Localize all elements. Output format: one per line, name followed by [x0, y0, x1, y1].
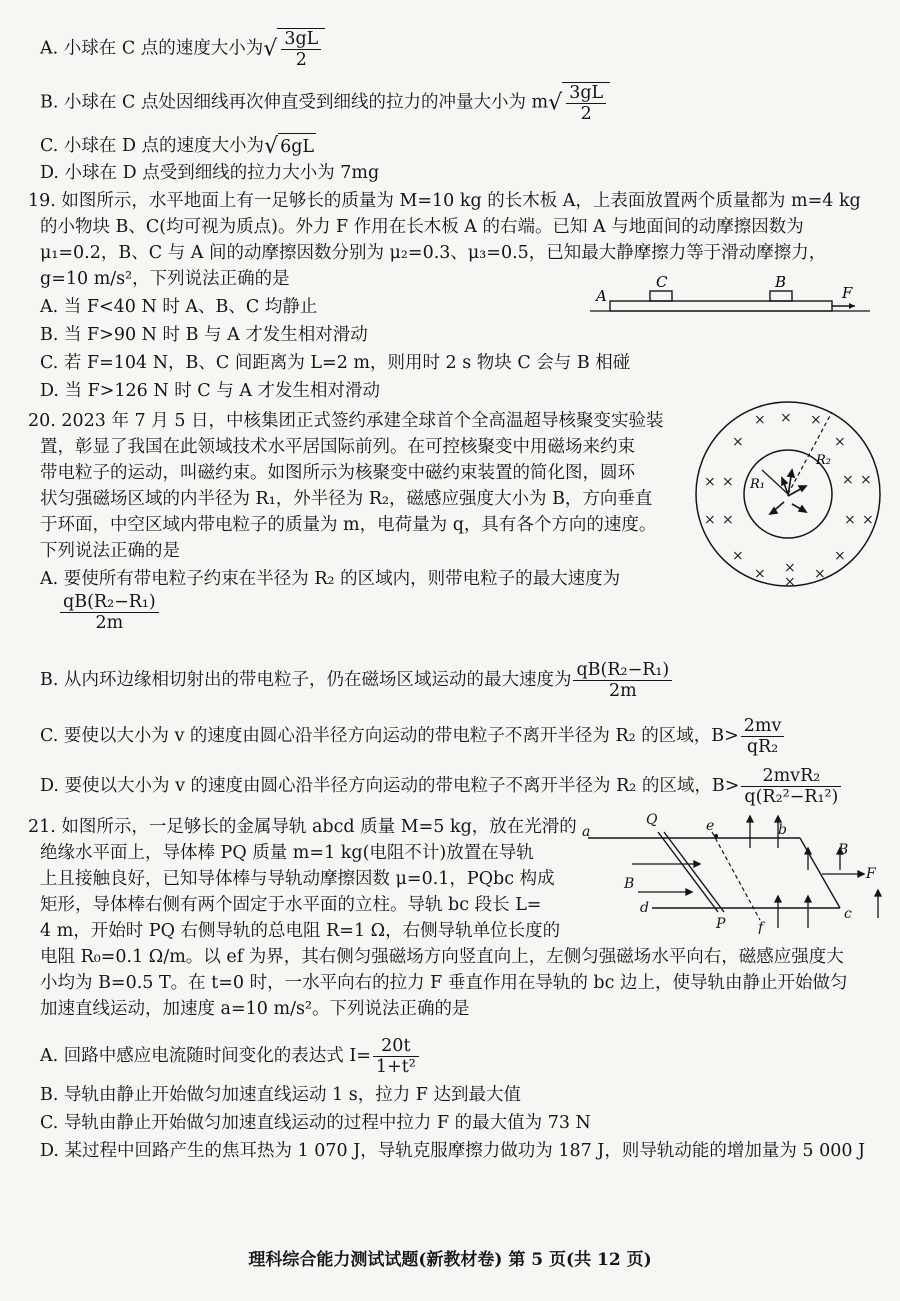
cross-mark: × [732, 434, 744, 450]
label-r2: R₂ [816, 453, 831, 468]
q21-stem-line-7: 小均为 B=0.5 T。在 t=0 时，一水平向右的拉力 F 垂直作用在导轨的 bc 边上，使导轨由静止开始做匀 [40, 973, 848, 993]
cross-mark: × [754, 412, 766, 428]
force-f-arrow [822, 871, 864, 877]
label-c: c [844, 906, 852, 922]
cross-mark: × [810, 412, 822, 428]
q18-option-d: D. 小球在 D 点受到细线的拉力大小为 7mg [40, 163, 380, 183]
q20-option-c: C. 要使以大小为 v 的速度由圆心沿半径方向运动的带电粒子不离开半径为 R₂ 的区域，B> $\frac{2mv}{\text{qR₂}}$ [40, 716, 786, 757]
boundary-ef [712, 832, 760, 920]
q20-stem-line-6: 下列说法正确的是 [40, 541, 180, 561]
cross-mark: × [704, 474, 716, 490]
q21-stem-line-2: 绝缘水平面上，导体棒 PQ 质量 m=1 kg(电阻不计)放置在导轨 [40, 843, 534, 863]
label-a: A [596, 287, 607, 305]
sqrt-expression: √ $\frac{3gL}{2}$ [263, 28, 325, 70]
q21-stem-line-4: 矩形，导体棒右侧有两个固定于水平面的立柱。导轨 bc 段长 L= [40, 895, 542, 915]
cross-mark: × [784, 560, 796, 576]
q21-stem-line-3: 上且接触良好，已知导体棒与导轨动摩擦因数 μ=0.1，PQbc 构成 [40, 869, 555, 889]
q19-stem-line-2: 的小物块 B、C(均可视为质点)。外力 F 作用在长木板 A 的右端。已知 A 与地面间的动摩擦因数为 [40, 217, 804, 237]
q21-option-d: D. 某过程中回路产生的焦耳热为 1 070 J，导轨克服摩擦力做功为 187 J，则导轨动能的增加量为 5 000 J [40, 1141, 866, 1161]
cross-mark: × [834, 548, 846, 564]
cross-mark: × [754, 566, 766, 582]
arrowhead-icon [849, 303, 855, 309]
cross-mark: × [722, 474, 734, 490]
board-a [610, 301, 832, 311]
label-a: a [582, 824, 591, 840]
q21-stem-line-8: 加速直线运动，加速度 a=10 m/s²。下列说法正确的是 [40, 999, 470, 1019]
q20-option-a-fraction: $\frac{\text{qB(R₂−R₁)}}{2m}$ [58, 592, 161, 633]
q20-stem-line-1: 20. 2023 年 7 月 5 日，中核集团正式签约承建全球首个全高温超导核聚变实验装 [28, 411, 664, 431]
q18-option-c [40, 130, 316, 163]
cross-mark: × [732, 548, 744, 564]
label-d: d [640, 900, 649, 916]
q19-option-d: D. 当 F>126 N 时 C 与 A 才发生相对滑动 [40, 381, 381, 401]
q21-stem-line-6: 电阻 R₀=0.1 Ω/m。以 ef 为界，其右侧匀强磁场方向竖直向上，左侧匀强磁场水平向右，磁感应强度大 [40, 947, 844, 967]
q20-option-b: B. 从内环边缘相切射出的带电粒子，仍在磁场区域运动的最大速度为 $\frac{\text{qB(R₂−R₁)}}{2m}$ [40, 660, 674, 701]
label-b-right: B [838, 842, 849, 858]
q20-stem-line-4: 状匀强磁场区域的内半径为 R₁，外半径为 R₂，磁感应强度大小为 B，方向垂直 [40, 489, 653, 509]
point-e [714, 834, 718, 838]
q20-stem-line-5: 于环面，中空区域内带电粒子的质量为 m，电荷量为 q，具有各个方向的速度。 [40, 515, 657, 535]
sqrt-expression: √ 6gL [264, 134, 315, 159]
q20-stem-line-2: 置，彰显了我国在此领域技术水平居国际前列。在可控核聚变中用磁场来约束 [40, 437, 635, 457]
label-f: F [842, 284, 853, 302]
q18-option-a [40, 28, 325, 70]
cross-mark: × [784, 574, 796, 590]
q19-stem-line-4: g=10 m/s²，下列说法正确的是 [40, 269, 290, 289]
q20-option-d: D. 要使以大小为 v 的速度由圆心沿半径方向运动的带电粒子不离开半径为 R₂ 的区域，B> $\frac{\text{2mvR₂}}{\text{q(R₂²−R₁²)}}$ [40, 766, 843, 807]
cross-mark: × [814, 566, 826, 582]
q21-figure [582, 808, 884, 934]
label-e: e [706, 818, 715, 834]
label-r1: R₁ [750, 477, 765, 492]
q21-stem-line-5: 4 m，开始时 PQ 右侧导轨的总电阻 R=1 Ω，右侧导轨单位长度的 [40, 921, 561, 941]
label-b: B [775, 276, 787, 291]
label-f: f [758, 920, 764, 934]
label-q: Q [646, 812, 658, 828]
q21-option-b: B. 导轨由静止开始做匀加速直线运动 1 s，拉力 F 达到最大值 [40, 1085, 521, 1105]
cross-mark: × [860, 472, 872, 488]
cross-mark: × [722, 512, 734, 528]
block-c [650, 291, 672, 301]
label-b-left: B [624, 876, 635, 892]
block-b [770, 291, 792, 301]
q19-option-b: B. 当 F>90 N 时 B 与 A 才发生相对滑动 [40, 325, 368, 345]
cross-mark: × [842, 472, 854, 488]
q18-option-b-text: B. 小球在 C 点处因细线再次伸直受到细线的拉力的冲量大小为 m [40, 92, 549, 113]
page-footer: 理科综合能力测试试题(新教材卷) 第 5 页(共 12 页) [248, 1250, 652, 1270]
q18-option-a-text: A. 小球在 C 点的速度大小为 [40, 38, 264, 59]
q20-figure [692, 398, 884, 590]
rail-abcd [588, 838, 840, 908]
label-b: b [778, 822, 787, 838]
cross-mark: × [844, 512, 856, 528]
q18-option-b [40, 82, 610, 124]
cross-mark: × [862, 512, 874, 528]
q19-option-a: A. 当 F<40 N 时 A、B、C 均静止 [40, 297, 318, 317]
q20-stem-line-3: 带电粒子的运动，叫磁约束。如图所示为核聚变中磁约束装置的简化图，圆环 [40, 463, 635, 483]
q19-stem-line-1: 19. 如图所示，水平地面上有一足够长的质量为 M=10 kg 的长木板 A，上表面放置两个质量都为 m=4 kg [28, 191, 861, 211]
label-c: C [656, 276, 668, 291]
q20-option-a: A. 要使所有带电粒子约束在半径为 R₂ 的区域内，则带电粒子的最大速度为 [40, 569, 621, 589]
q18-option-c-text: C. 小球在 D 点的速度大小为 [40, 136, 265, 156]
cross-mark: × [780, 410, 792, 426]
sqrt-expression: √ $\frac{3gL}{2}$ [548, 82, 610, 124]
q19-figure [590, 276, 870, 322]
q21-stem-line-1: 21. 如图所示，一足够长的金属导轨 abcd 质量 M=5 kg，放在光滑的 [28, 817, 577, 837]
q21-option-a: A. 回路中感应电流随时间变化的表达式 I= $\frac{20t}{\text{1+t²}}$ [40, 1036, 421, 1077]
q21-option-c: C. 导轨由静止开始做匀加速直线运动的过程中拉力 F 的最大值为 73 N [40, 1113, 591, 1133]
cross-mark: × [834, 434, 846, 450]
q19-stem-line-3: μ₁=0.2，B、C 与 A 间的动摩擦因数分别为 μ₂=0.3、μ₃=0.5，已知最大静摩擦力等于滑动摩擦力， [40, 243, 827, 263]
label-force: F [866, 866, 876, 882]
velocity-arrows [770, 470, 806, 514]
q19-option-c: C. 若 F=104 N，B、C 间距离为 L=2 m，则用时 2 s 物块 C 会与 B 相碰 [40, 353, 631, 373]
rod-pq [658, 832, 724, 912]
label-p: P [716, 916, 726, 932]
cross-mark: × [704, 512, 716, 528]
